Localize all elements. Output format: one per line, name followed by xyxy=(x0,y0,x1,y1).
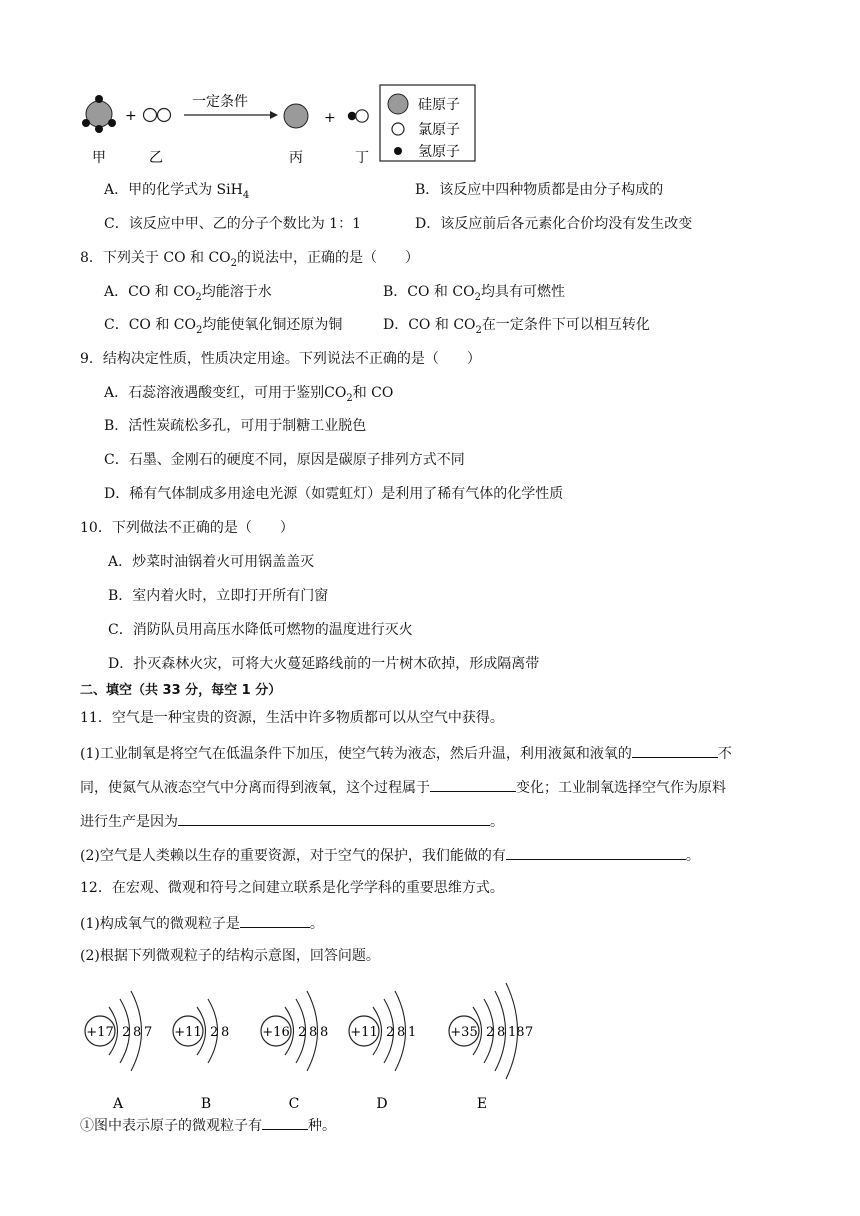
shell-electron-count: 8 xyxy=(221,1025,230,1040)
molecule-bing xyxy=(284,104,308,128)
q9-stem: 9．结构决定性质，性质决定用途。下列说法不正确的是（ ） xyxy=(80,351,481,367)
q7-option-b: B．该反应中四种物质都是由分子构成的 xyxy=(415,182,664,198)
plus-sign-2: + xyxy=(324,110,336,126)
legend-box xyxy=(380,85,475,161)
particle-label: D xyxy=(376,1096,388,1112)
shell-electron-count: 8 xyxy=(497,1025,506,1040)
q10-option-c: C．消防队员用高压水降低可燃物的温度进行灭火 xyxy=(108,622,413,638)
q12-blank-1[interactable] xyxy=(240,912,310,928)
q11-part1-line3: 进行生产是因为 。 xyxy=(80,810,504,832)
q7-option-d: D．该反应前后各元素化合价均没有发生改变 xyxy=(415,216,693,232)
particle-a xyxy=(85,991,152,1112)
shell-electron-count: 2 xyxy=(210,1025,219,1040)
shell-electron-count: 2 xyxy=(122,1025,131,1040)
plus-sign-1: + xyxy=(125,108,137,124)
q9-option-d: D．稀有气体制成多用途电光源（如霓虹灯）是利用了稀有气体的化学性质 xyxy=(104,486,564,502)
shell-electron-count: 8 xyxy=(320,1025,329,1040)
shell-electron-count: 7 xyxy=(525,1025,534,1040)
nucleus-charge: +16 xyxy=(262,1025,290,1040)
molecule-jia xyxy=(82,95,116,133)
q12-blank-2[interactable] xyxy=(262,1114,308,1130)
q10-stem: 10．下列做法不正确的是（ ） xyxy=(80,520,294,536)
q12-sub1: ①图中表示原子的微观粒子有 种。 xyxy=(80,1114,336,1136)
q10-option-a: A．炒菜时油锅着火可用锅盖盖灭 xyxy=(108,554,315,570)
q11-part2: (2)空气是人类赖以生存的重要资源，对于空气的保护，我们能做的有 。 xyxy=(80,844,700,866)
q11-blank-1[interactable] xyxy=(632,742,718,758)
legend-silicon-swatch xyxy=(388,94,408,114)
q11-blank-2[interactable] xyxy=(430,776,516,792)
q11-part1-line1: (1)工业制氧是将空气在低温条件下加压，使空气转为液态，然后升温，利用液氮和液氧的 不 xyxy=(80,742,732,764)
legend-chlorine-swatch xyxy=(392,123,404,135)
nucleus-charge: +11 xyxy=(350,1025,378,1040)
q9-option-b: B．活性炭疏松多孔，可用于制糖工业脱色 xyxy=(104,418,367,434)
q7-option-c: C．该反应中甲、乙的分子个数比为 1：1 xyxy=(104,216,361,232)
q8-option-c: C．CO 和 $CO_2$均能使氧化铜还原为铜 xyxy=(104,317,343,336)
legend-chlorine: 氯原子 xyxy=(418,122,460,138)
particle-label: A xyxy=(112,1096,124,1112)
label-yi: 乙 xyxy=(149,150,163,166)
molecule-ding xyxy=(348,110,368,122)
particle-label: B xyxy=(200,1096,212,1112)
molecule-yi xyxy=(144,109,171,122)
shell-electron-count: 7 xyxy=(144,1025,153,1040)
q11-part1-line2: 同，使氮气从液态空气中分离而得到液氧，这个过程属于 变化；工业制氧选择空气作为原料 xyxy=(80,776,726,798)
shell-electron-count: 2 xyxy=(298,1025,307,1040)
nucleus-charge: +11 xyxy=(174,1025,202,1040)
label-bing: 丙 xyxy=(289,150,303,166)
q9-option-c: C．石墨、金刚石的硬度不同，原因是碳原子排列方式不同 xyxy=(104,452,465,468)
reaction-diagram xyxy=(74,84,484,170)
shell-electron-count: 18 xyxy=(508,1025,525,1040)
q10-option-b: B．室内着火时，立即打开所有门窗 xyxy=(108,588,329,604)
shell-electron-count: 8 xyxy=(133,1025,142,1040)
shell-electron-count: 2 xyxy=(386,1025,395,1040)
shell-electron-count: 1 xyxy=(408,1025,417,1040)
particle-c xyxy=(261,991,328,1112)
q9-option-a: A．石蕊溶液遇酸变红，可用于鉴别$CO_2$和 CO xyxy=(104,385,394,404)
section-2-title: 二、填空（共 33 分，每空 1 分） xyxy=(80,683,282,698)
nucleus-charge: +17 xyxy=(86,1025,114,1040)
legend-hydrogen: 氢原子 xyxy=(418,144,460,160)
q12-part1: (1)构成氧气的微观粒子是 。 xyxy=(80,912,324,934)
q11-blank-3[interactable] xyxy=(178,810,490,826)
reaction-arrow xyxy=(184,111,278,119)
q10-option-d: D．扑灭森林火灾，可将大火蔓延路线前的一片树木砍掉，形成隔离带 xyxy=(108,656,540,672)
q11-stem: 11．空气是一种宝贵的资源，生活中许多物质都可以从空气中获得。 xyxy=(80,710,504,726)
q11-blank-4[interactable] xyxy=(506,844,686,860)
q8-stem: 8．下列关于 CO 和 $CO_2$的说法中，正确的是（ ） xyxy=(80,250,420,269)
q8-option-a: A．CO 和 $CO_2$均能溶于水 xyxy=(104,284,272,303)
shell-electron-count: 8 xyxy=(397,1025,406,1040)
particle-label: E xyxy=(476,1096,488,1112)
particle-structure-diagrams xyxy=(70,970,540,1115)
shell-electron-count: 8 xyxy=(309,1025,318,1040)
label-ding: 丁 xyxy=(355,150,369,166)
q8-option-d: D．CO 和 $CO_2$在一定条件下可以相互转化 xyxy=(383,317,650,336)
q12-part2: (2)根据下列微观粒子的结构示意图，回答问题。 xyxy=(80,948,380,964)
particle-d xyxy=(349,991,416,1112)
particle-e xyxy=(449,983,533,1112)
shell-electron-count: 2 xyxy=(486,1025,495,1040)
label-jia: 甲 xyxy=(92,150,106,166)
q7-option-a: A．甲的化学式为 SiH$_4$ xyxy=(104,182,250,201)
legend-hydrogen-swatch xyxy=(394,147,402,155)
arrow-label: 一定条件 xyxy=(192,94,248,110)
q12-stem: 12．在宏观、微观和符号之间建立联系是化学学科的重要思维方式。 xyxy=(80,880,504,896)
q8-option-b: B．CO 和 $CO_2$均具有可燃性 xyxy=(383,284,565,303)
particle-label: C xyxy=(288,1096,300,1112)
nucleus-charge: +35 xyxy=(450,1025,478,1040)
particle-b xyxy=(173,999,229,1112)
legend-silicon: 硅原子 xyxy=(418,97,460,113)
